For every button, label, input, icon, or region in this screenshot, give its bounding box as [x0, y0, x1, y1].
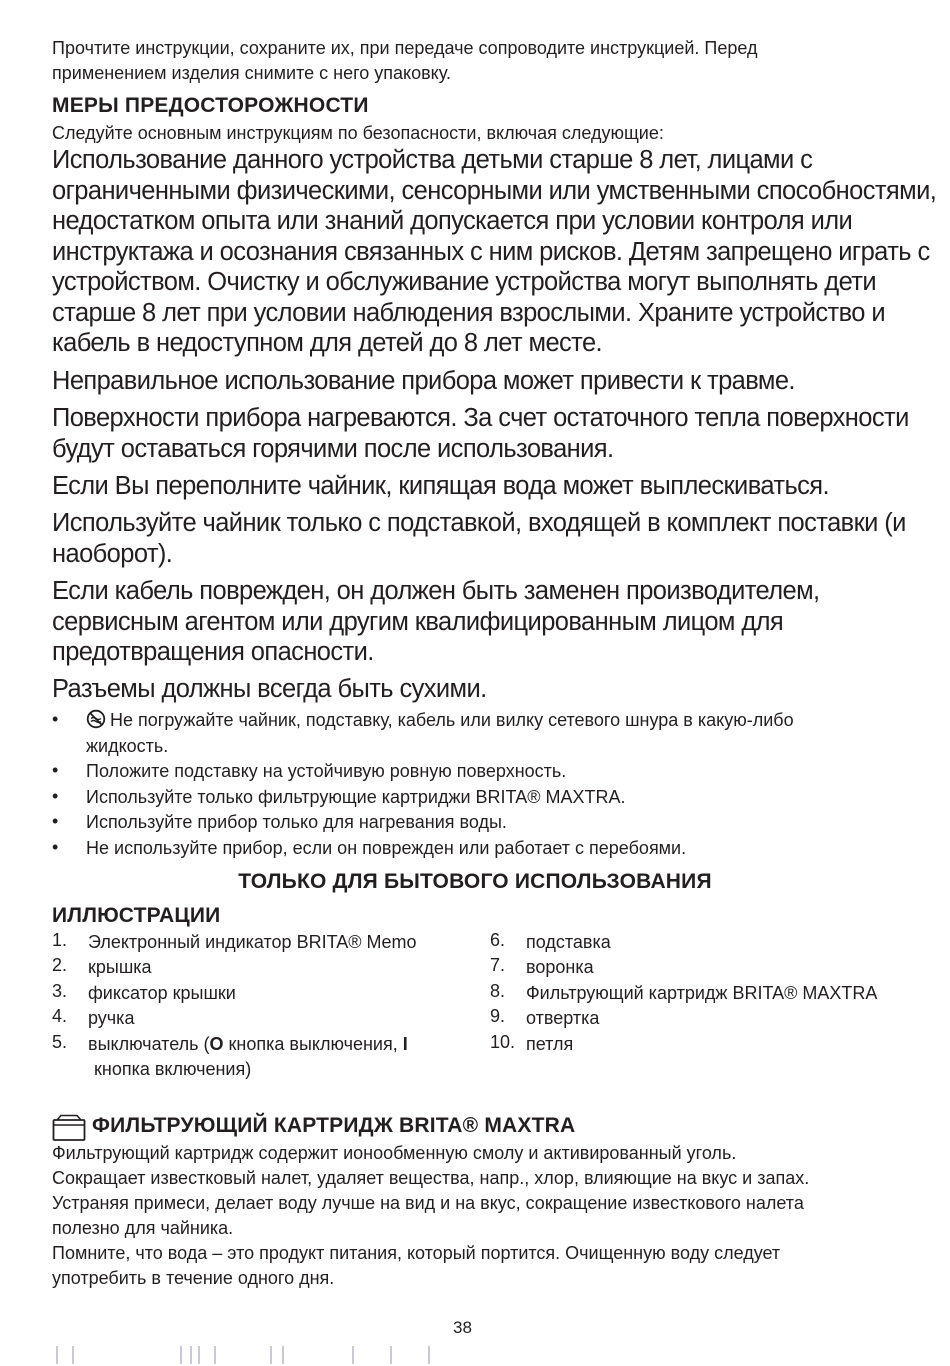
text-line: устройством. Очистку и обслуживание устройства могут выполнять дети [52, 268, 877, 296]
text-line: Помните, что вода – это продукт питания, который портится. Очищенную воду следует [52, 1243, 781, 1263]
text-line: Устраняя примеси, делает воду лучше на вид и на вкус, сокращение известкового налета [52, 1193, 804, 1213]
item-label: воронка [526, 957, 594, 977]
bullet-text: Используйте только фильтрующие картриджи BRITA® MAXTRA. [86, 787, 626, 807]
precautions-subtitle: Следуйте основным инструкциям по безопасности, включая следующие: [52, 123, 664, 143]
bullet-marker: • [52, 760, 59, 780]
item-number: 7. [490, 955, 506, 975]
bullet-marker: • [52, 837, 59, 857]
text-line: недостатком опыта или знаний допускается при условии контроля или [52, 207, 853, 235]
intro-line-1: Прочтите инструкции, сохраните их, при передаче сопроводите инструкцией. Перед [52, 38, 758, 58]
item-label-cont: кнопка включения) [94, 1059, 252, 1079]
text-line: кабель в недоступном для детей до 8 лет месте. [52, 329, 603, 357]
bullet-marker: • [52, 811, 59, 831]
item-label-switch [88, 1032, 408, 1057]
household-use-heading: ТОЛЬКО ДЛЯ БЫТОВОГО ИСПОЛЬЗОВАНИЯ [238, 870, 712, 893]
cartridge-heading: ФИЛЬТРУЮЩИЙ КАРТРИДЖ BRITA® MAXTRA [92, 1114, 576, 1137]
paragraph-cable [52, 576, 820, 668]
paragraph-misuse: Неправильное использование прибора может привести к травме. [52, 367, 795, 395]
text-line: Фильтрующий картридж содержит ионообменную смолу и активированный уголь. [52, 1143, 737, 1163]
bullet-item [86, 708, 794, 736]
item-label: подставка [526, 932, 611, 952]
item-label: фиксатор крышки [88, 983, 236, 1003]
text-line: Сокращает известковый налет, удаляет вещества, напр., хлор, влияющие на вкус и запах. [52, 1168, 810, 1188]
text-line: предотвращения опасности. [52, 638, 374, 666]
cartridge-text [52, 1141, 809, 1291]
item-number: 6. [490, 930, 506, 950]
text-line: будут оставаться горячими после использования. [52, 434, 614, 463]
bullet-text: Используйте прибор только для нагревания воды. [86, 812, 507, 832]
text-line: инструктажа и осознания связанных с ним рисков. Детям запрещено играть с [52, 237, 930, 266]
intro-line-2: применением изделия снимите с него упаковку. [52, 63, 451, 83]
item-number: 1. [52, 930, 68, 950]
paragraph-hot-surfaces [52, 403, 909, 464]
on-symbol: I [402, 1034, 408, 1054]
precautions-heading: МЕРЫ ПРЕДОСТОРОЖНОСТИ [52, 94, 369, 117]
print-registration-marks [56, 1346, 436, 1364]
item-label: Фильтрующий картридж BRITA® MAXTRA [526, 983, 878, 1003]
text-part: выключатель ( [88, 1034, 210, 1054]
paragraph-stand [52, 508, 906, 569]
text-line: ограниченными физическими, сенсорными или умственными способностями, [52, 176, 937, 205]
item-number: 10. [490, 1032, 516, 1052]
bullet-text: Положите подставку на устойчивую ровную поверхность. [86, 761, 567, 781]
text-line: старше 8 лет при условии наблюдения взрослыми. Храните устройство и [52, 298, 886, 327]
text-line: употребить в течение одного дня. [52, 1268, 335, 1288]
paragraph-children [52, 145, 936, 359]
bullet-marker: • [52, 786, 59, 806]
bullet-marker: • [52, 709, 59, 729]
text-line: полезно для чайника. [52, 1218, 234, 1238]
item-number: 8. [490, 981, 506, 1001]
paragraph-connectors: Разъемы должны всегда быть сухими. [52, 675, 487, 703]
text-line: Поверхности прибора нагреваются. За счет остаточного тепла поверхности [52, 404, 909, 432]
text-part: кнопка выключения, [223, 1034, 403, 1054]
item-label: крышка [88, 957, 152, 977]
item-label: ручка [88, 1008, 135, 1028]
item-label: отвертка [526, 1008, 600, 1028]
paragraph-overfill: Если Вы переполните чайник, кипящая вода может выплескиваться. [52, 472, 829, 500]
bullet-text: Не погружайте чайник, подставку, кабель или вилку сетевого шнура в какую-либо [110, 710, 794, 730]
illustrations-heading: ИЛЛЮСТРАЦИИ [52, 904, 221, 927]
text-line: наоборот). [52, 539, 173, 568]
text-line: Используйте чайник только с подставкой, входящей в комплект поставки (и [52, 509, 906, 537]
item-label: Электронный индикатор BRITA® Memo [88, 932, 417, 952]
item-number: 2. [52, 955, 68, 975]
item-number: 5. [52, 1032, 68, 1052]
text-line: Если кабель поврежден, он должен быть заменен производителем, [52, 577, 820, 605]
bullet-text-cont: жидкость. [86, 736, 169, 756]
page-number: 38 [453, 1318, 472, 1337]
item-number: 9. [490, 1006, 506, 1026]
no-immerse-icon [86, 709, 106, 736]
off-symbol: O [209, 1034, 224, 1054]
bullet-text: Не используйте прибор, если он поврежден или работает с перебоями. [86, 838, 687, 858]
text-line: Использование данного устройства детьми старше 8 лет, лицами с [52, 146, 813, 174]
item-number: 3. [52, 981, 68, 1001]
item-label: петля [526, 1034, 574, 1054]
text-line: сервисным агентом или другим квалифицированным лицом для [52, 607, 784, 636]
item-number: 4. [52, 1006, 68, 1026]
